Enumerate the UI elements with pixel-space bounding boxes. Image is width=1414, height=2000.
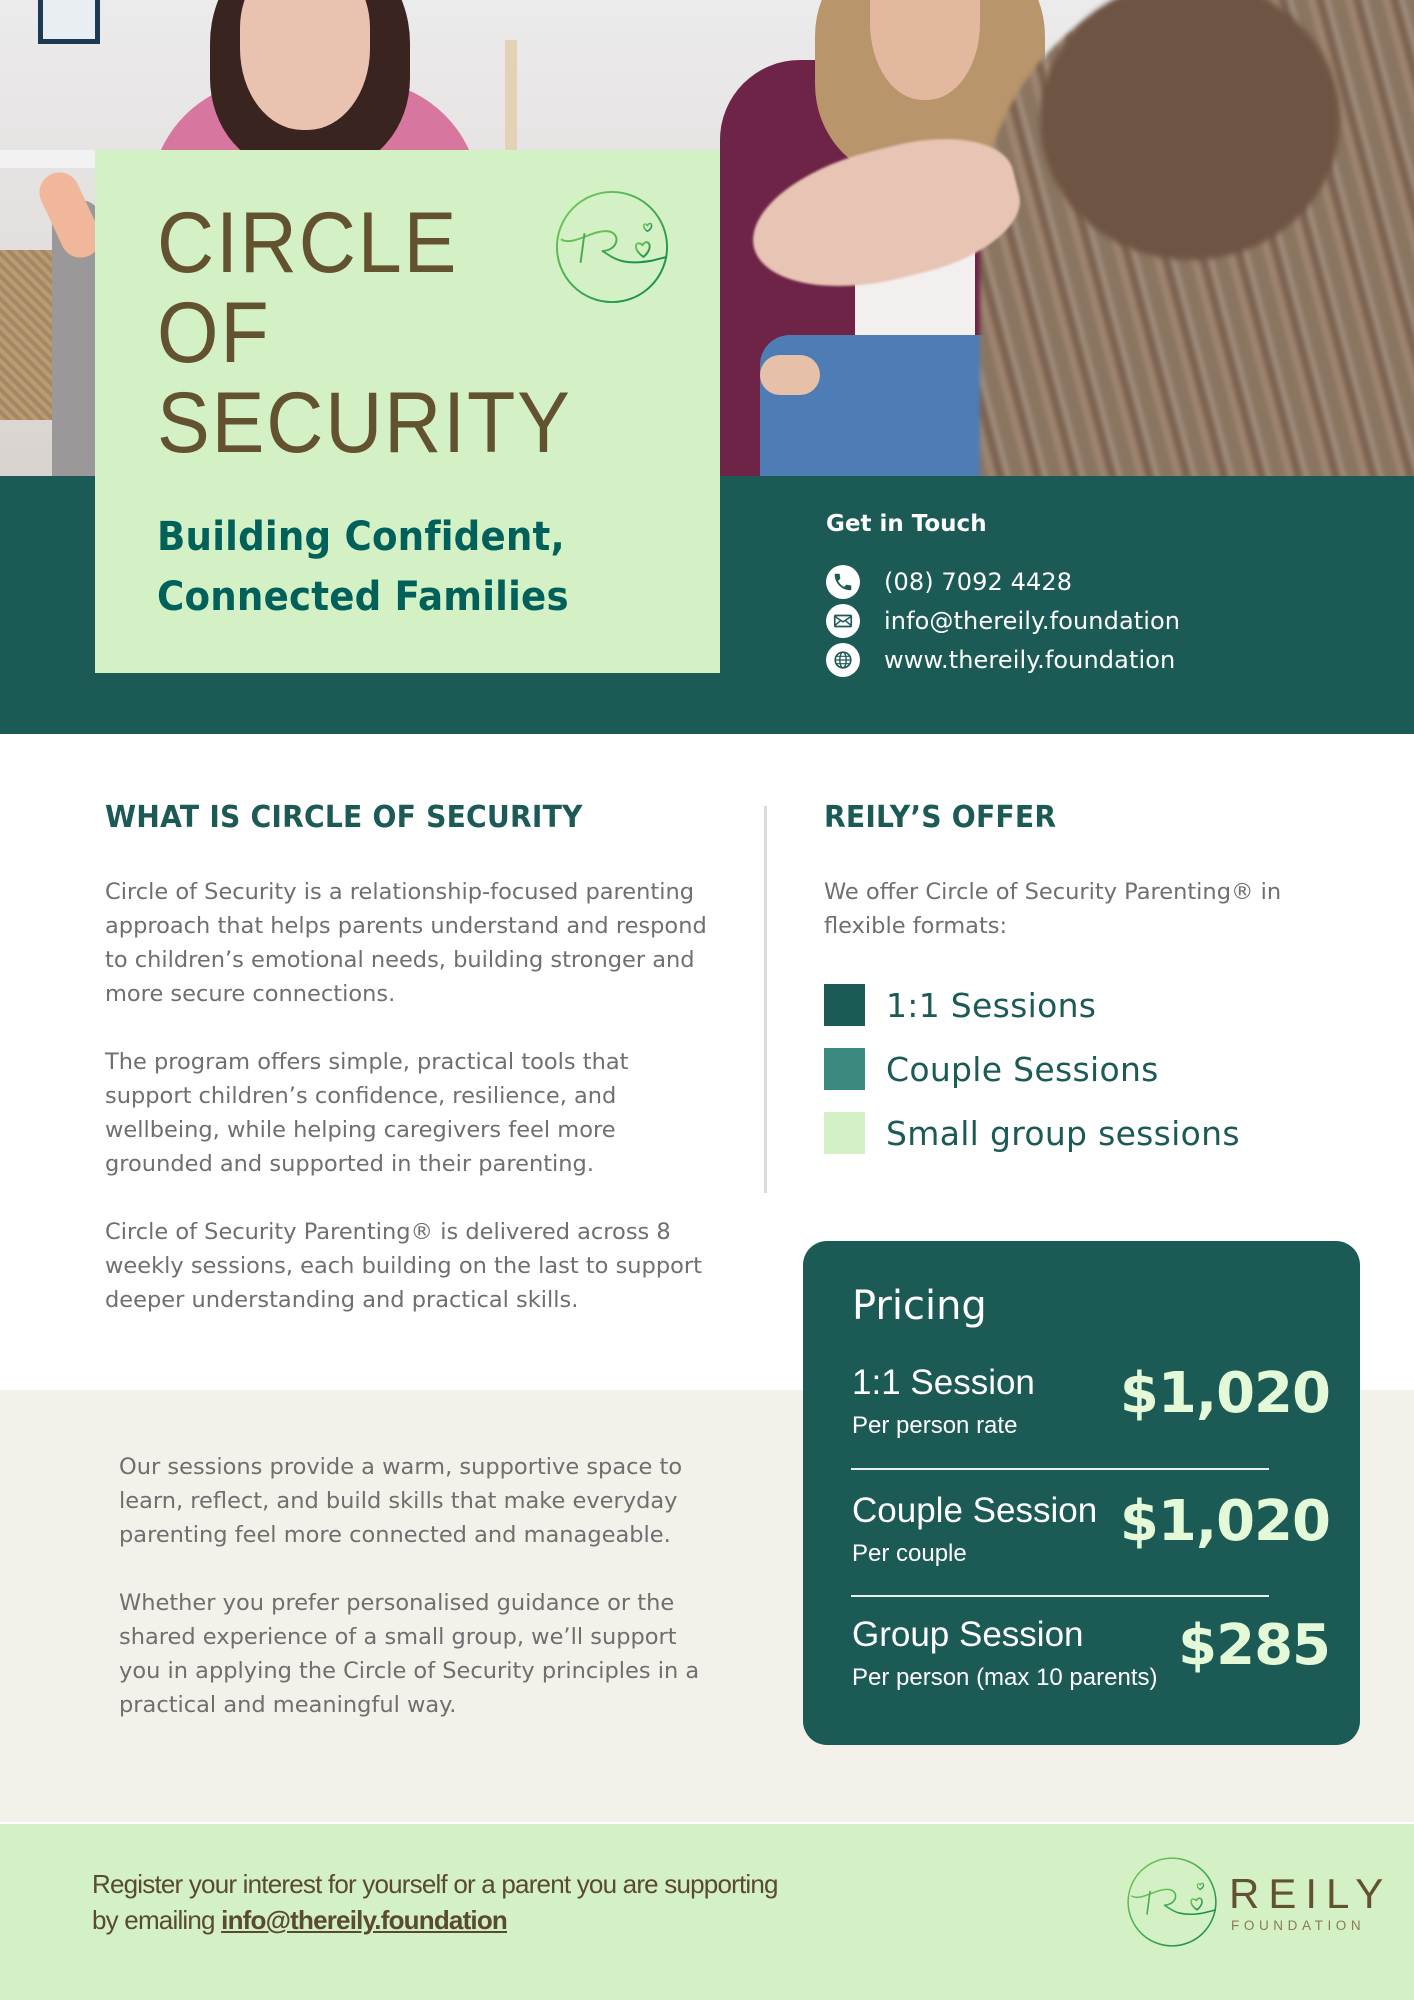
mail-icon bbox=[826, 604, 860, 638]
photo-man-hand bbox=[760, 355, 820, 395]
cta-line bbox=[92, 1902, 778, 1938]
price-row bbox=[852, 1363, 1330, 1463]
brand-tagline: FOUNDATION bbox=[1231, 1918, 1366, 1933]
globe-icon bbox=[826, 643, 860, 677]
what-is-paragraph: Circle of Security Parenting® is delivered across 8 weekly sessions, each building on the last to support deeper understanding and practical skills. bbox=[105, 1219, 702, 1313]
sessions-paragraph: Whether you prefer personalised guidance or the shared experience of a small group, we’ll support you in applying the Circle of Security principles in a practical and meaningful way. bbox=[119, 1590, 700, 1718]
subtitle-line: Building Confident, bbox=[157, 514, 565, 560]
footer bbox=[0, 1824, 1414, 2000]
format-item bbox=[824, 1037, 1304, 1101]
format-label: Couple Sessions bbox=[886, 1049, 1159, 1089]
what-is-paragraph: Circle of Security is a relationship-focused parenting approach that helps parents understand and respond to children’s emotional needs, building stronger and more secure connections. bbox=[105, 879, 707, 1007]
format-swatch bbox=[824, 1048, 865, 1090]
page-title bbox=[157, 195, 572, 471]
contact-phone[interactable] bbox=[826, 562, 1180, 601]
offer-intro: We offer Circle of Security Parenting® in flexible formats: bbox=[824, 879, 1282, 939]
cta-line: Register your interest for yourself or a parent you are supporting bbox=[92, 1869, 778, 1899]
reily-logo-icon bbox=[1125, 1855, 1219, 1949]
price-name: Couple Session bbox=[852, 1491, 1098, 1530]
what-is-section bbox=[105, 800, 715, 1317]
brand-name: REILY bbox=[1229, 1870, 1393, 1917]
title-card bbox=[95, 150, 720, 673]
title-line: OF bbox=[157, 285, 271, 381]
format-label: 1:1 Sessions bbox=[886, 985, 1097, 1025]
reily-logo-icon bbox=[553, 188, 671, 306]
photo-wall-frame bbox=[38, 0, 100, 44]
sessions-description bbox=[119, 1450, 719, 1722]
title-line: SECURITY bbox=[157, 375, 572, 471]
price-divider bbox=[851, 1595, 1269, 1597]
pricing-heading: Pricing bbox=[852, 1283, 987, 1329]
format-swatch bbox=[824, 1112, 865, 1154]
price-divider bbox=[851, 1468, 1269, 1470]
offer-section bbox=[824, 800, 1304, 1165]
contact-phone-text: (08) 7092 4428 bbox=[884, 567, 1073, 596]
contact-website[interactable] bbox=[826, 640, 1180, 679]
price-name: 1:1 Session bbox=[852, 1363, 1035, 1402]
pricing-card bbox=[803, 1241, 1360, 1745]
format-list bbox=[824, 973, 1304, 1165]
contact-heading: Get in Touch bbox=[826, 511, 987, 537]
sessions-paragraph: Our sessions provide a warm, supportive space to learn, reflect, and build skills that make everyday parenting feel more connected and manageable. bbox=[119, 1454, 683, 1548]
format-item bbox=[824, 973, 1304, 1037]
page-subtitle bbox=[157, 507, 569, 627]
offer-heading: REILY’S OFFER bbox=[824, 800, 1057, 835]
format-item bbox=[824, 1101, 1304, 1165]
photo-table-leg bbox=[505, 40, 517, 150]
title-line: CIRCLE bbox=[157, 195, 459, 291]
subtitle-line: Connected Families bbox=[157, 574, 569, 620]
contact-email-text: info@thereily.foundation bbox=[884, 606, 1181, 635]
format-label: Small group sessions bbox=[886, 1113, 1240, 1153]
cta-email-link[interactable]: info@thereily.foundation bbox=[221, 1905, 508, 1935]
what-is-heading: WHAT IS CIRCLE OF SECURITY bbox=[105, 800, 583, 835]
register-cta bbox=[92, 1866, 778, 1938]
cta-prefix: by emailing bbox=[92, 1905, 222, 1935]
price-sub: Per couple bbox=[852, 1540, 967, 1567]
price-row bbox=[852, 1491, 1330, 1591]
contact-block bbox=[826, 506, 1180, 679]
price-sub: Per person rate bbox=[852, 1412, 1018, 1439]
phone-icon bbox=[826, 565, 860, 599]
price-name: Group Session bbox=[852, 1615, 1084, 1654]
what-is-paragraph: The program offers simple, practical tools that support children’s confidence, resilience, and wellbeing, while helping caregivers feel more grounded and supported in their parenting. bbox=[105, 1049, 629, 1177]
price-row bbox=[852, 1615, 1330, 1715]
price-value: $285 bbox=[1178, 1613, 1330, 1678]
price-sub: Per person (max 10 parents) bbox=[852, 1664, 1158, 1691]
price-value: $1,020 bbox=[1119, 1489, 1330, 1554]
format-swatch bbox=[824, 984, 865, 1026]
column-divider bbox=[764, 806, 767, 1193]
contact-website-text: www.thereily.foundation bbox=[884, 645, 1176, 674]
contact-email[interactable] bbox=[826, 601, 1180, 640]
footer-brand bbox=[1125, 1855, 1395, 1951]
price-value: $1,020 bbox=[1119, 1361, 1330, 1426]
